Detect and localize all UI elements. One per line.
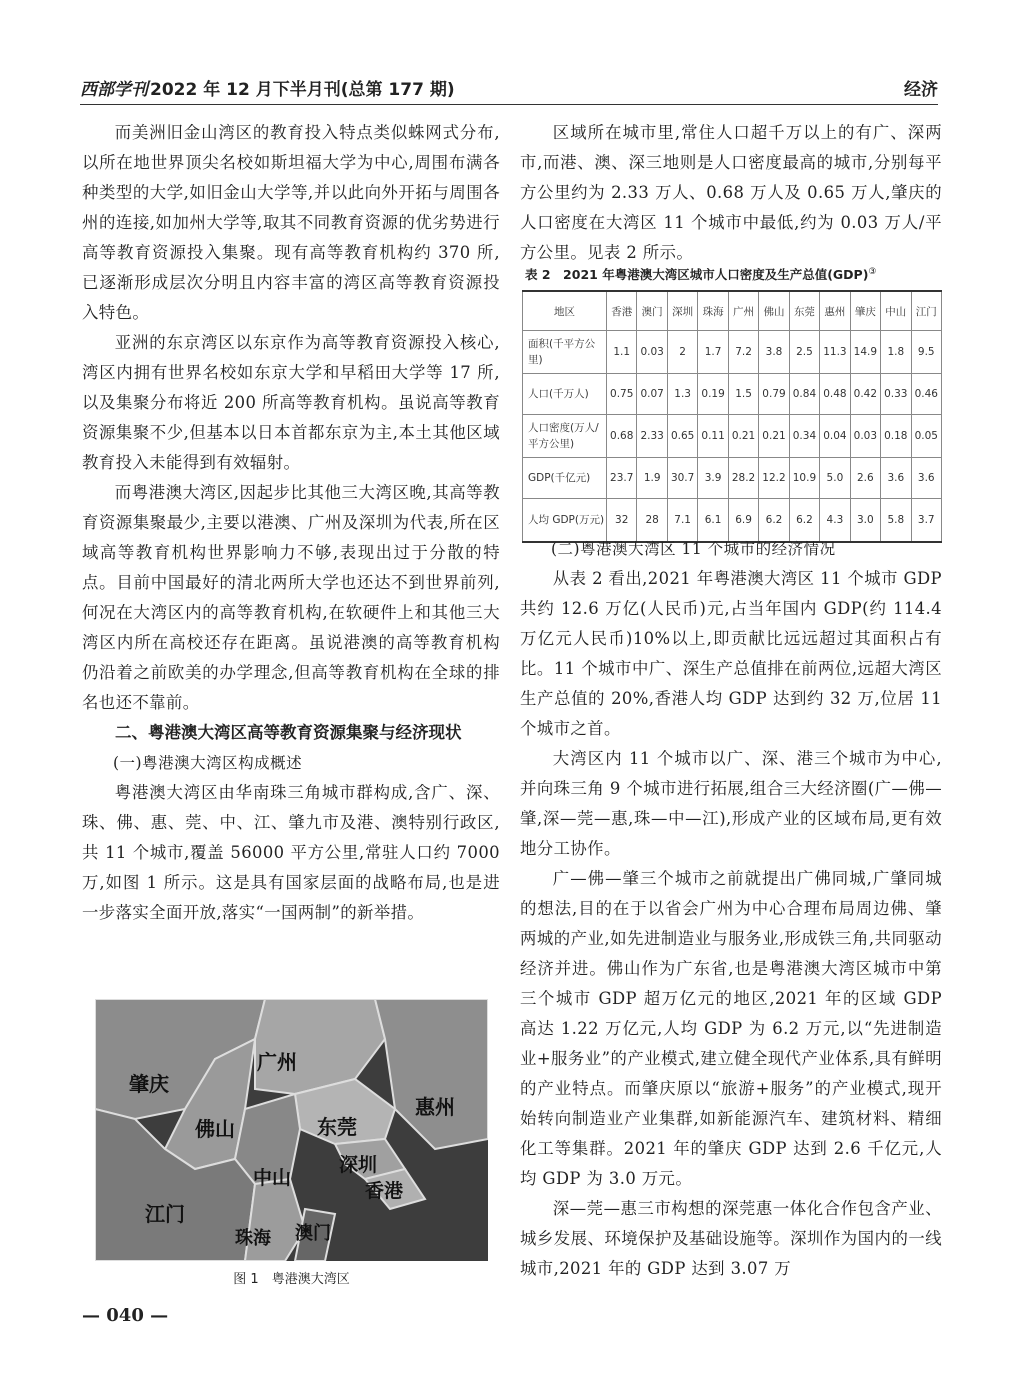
table-cell: 1.5 — [728, 374, 758, 415]
table-cell: 30.7 — [667, 458, 697, 499]
table-cell: 3.9 — [698, 458, 728, 499]
table-row-label: 面积(千平方公里) — [523, 331, 607, 374]
map-label: 珠海 — [235, 1228, 271, 1249]
table-caption-text: 表 2 2021 年粤港澳大湾区城市人口密度及生产总值(GDP) — [525, 267, 869, 282]
table-header-cell: 深圳 — [667, 291, 697, 331]
map-label: 中山 — [253, 1167, 292, 1189]
section-heading: 二、粤港澳大湾区高等教育资源集聚与经济现状 — [115, 723, 462, 742]
table-cell: 5.8 — [881, 499, 911, 543]
table-cell: 2.5 — [789, 331, 819, 374]
subsection-heading: (一)粤港澳大湾区构成概述 — [113, 754, 303, 772]
table-cell: 0.18 — [881, 415, 911, 458]
table-row — [523, 458, 942, 499]
map-label: 香港 — [365, 1180, 404, 1202]
paragraph: 深—莞—惠三市构想的深莞惠一体化合作包含产业、城乡发展、环境保护及基础设施等。深圳作为国内的一线城市,2021 年的 GDP 达到 3.07 万 — [520, 1199, 942, 1278]
table-cell: 12.2 — [759, 458, 789, 499]
table-cell: 0.21 — [759, 415, 789, 458]
paragraph: 区域所在城市里,常住人口超千万以上的有广、深两市,而港、澳、深三地则是人口密度最高的城市,分别每平方公里约为 2.33 万人、0.68 万人及 0.65 万人,肇庆的人口密度在大湾区 11 个城市中最低,约为 0.03 万人/平方公里。见表 2 所示。 — [520, 123, 942, 262]
map-label: 广州 — [257, 1050, 297, 1074]
table-cell: 0.04 — [820, 415, 850, 458]
table-cell: 4.3 — [820, 499, 850, 543]
table-cell: 0.46 — [911, 374, 941, 415]
issue-label: 2022 年 12 月下半月刊(总第 177 期) — [150, 80, 455, 100]
table-cell: 0.42 — [850, 374, 880, 415]
right-column — [520, 118, 942, 268]
table-caption — [525, 265, 945, 283]
map-label: 江门 — [145, 1202, 185, 1226]
table-cell: 7.2 — [728, 331, 758, 374]
table-cell: 14.9 — [850, 331, 880, 374]
table-cell: 0.33 — [881, 374, 911, 415]
right-column-continued — [520, 534, 942, 1284]
table-header-cell: 江门 — [911, 291, 941, 331]
table-cell: 6.2 — [789, 499, 819, 543]
table-cell: 0.21 — [728, 415, 758, 458]
subsection-heading: (二)粤港澳大湾区 11 个城市的经济情况 — [551, 540, 836, 558]
bay-area-map-figure — [95, 999, 488, 1261]
paragraph: 而粤港澳大湾区,因起步比其他三大湾区晚,其高等教育资源集聚最少,主要以港澳、广州及深圳为代表,所在区域高等教育机构世界影响力不够,表现出过于分散的特点。目前中国最好的清北两所大学也还达不到世界前列,何况在大湾区内的高等教育机构,在软硬件上和其他三大湾区内所在高校还存在距离。虽说港澳的高等教育机构仍沿着之前欧美的办学理念,但高等教育机构在全球的排名也还不靠前。 — [82, 483, 500, 712]
paragraph: 广—佛—肇三个城市之前就提出广佛同城,广肇同城的想法,目的在于以省会广州为中心合理布局周边佛、肇两城的产业,如先进制造业与服务业,形成铁三角,共同驱动经济并进。佛山作为广东省,也是粤港澳大湾区城市中第三个城市 GDP 超万亿元的地区,2021 年的区域 GDP 高达 1.22 万亿元,人均 GDP 为 6.2 万元,以“先进制造业+服务业”的产业模式,建立健全现代产业体系,具有鲜明的产业特点。而肇庆原以“旅游+服务”的产业模式,现开始转向制造业产业集群,如新能源汽车、建筑材料、精细化工等集群。2021 年的肇庆 GDP 达到 2.6 千亿元,人均 GDP 为 3.0 万元。 — [520, 869, 942, 1188]
table-cell: 3.6 — [911, 458, 941, 499]
table-cell: 9.5 — [911, 331, 941, 374]
table-row-label: 人均 GDP(万元) — [523, 499, 607, 543]
table-cell: 2.33 — [637, 415, 667, 458]
table-cell: 2 — [667, 331, 697, 374]
table-cell: 2.6 — [850, 458, 880, 499]
map-image — [95, 999, 488, 1261]
table-header-cell: 香港 — [607, 291, 637, 331]
table-cell: 0.34 — [789, 415, 819, 458]
table-header-row — [523, 291, 942, 331]
map-label: 肇庆 — [129, 1072, 169, 1096]
table-cell: 0.03 — [637, 331, 667, 374]
table-row-label: 人口密度(万人/平方公里) — [523, 415, 607, 458]
table-row — [523, 415, 942, 458]
table-cell: 0.03 — [850, 415, 880, 458]
table-cell: 10.9 — [789, 458, 819, 499]
table-cell: 3.7 — [911, 499, 941, 543]
table-cell: 0.07 — [637, 374, 667, 415]
paragraph: 而美洲旧金山湾区的教育投入特点类似蛛网式分布,以所在地世界顶尖名校如斯坦福大学为中心,周围布满各种类型的大学,如旧金山大学等,并以此向外开拓与周围各州的连接,如加州大学等,取其不同教育资源的优劣势进行高等教育资源投入集聚。现有高等教育机构约 370 所,已逐渐形成层次分明且内容丰富的湾区高等教育资源投入特色。 — [82, 123, 500, 322]
section-label: 经济 — [904, 80, 938, 100]
table-cell: 3.0 — [850, 499, 880, 543]
table-cell: 6.2 — [759, 499, 789, 543]
table-header-cell: 广州 — [728, 291, 758, 331]
journal-issue — [80, 75, 455, 100]
table-cell: 28 — [637, 499, 667, 543]
table-cell: 0.19 — [698, 374, 728, 415]
map-label: 惠州 — [415, 1095, 455, 1119]
table-cell: 1.7 — [698, 331, 728, 374]
table-cell: 6.1 — [698, 499, 728, 543]
table-cell: 3.6 — [881, 458, 911, 499]
table-header-cell: 东莞 — [789, 291, 819, 331]
table-header-cell: 中山 — [881, 291, 911, 331]
table-header-cell: 佛山 — [759, 291, 789, 331]
paragraph: 从表 2 看出,2021 年粤港澳大湾区 11 个城市 GDP 共约 12.6 万亿(人民币)元,占当年国内 GDP(约 114.4 万亿元人民币)10%以上,即贡献比远远超过其面积占有比。11 个城市中广、深生产总值排在前两位,远超大湾区生产总值的 20%,香港人均 GDP 达到约 32 万,位居 11 个城市之首。 — [520, 569, 942, 738]
table-cell: 23.7 — [607, 458, 637, 499]
table-cell: 1.9 — [637, 458, 667, 499]
table-cell: 0.75 — [607, 374, 637, 415]
table-cell: 11.3 — [820, 331, 850, 374]
city-statistics-table — [522, 290, 942, 543]
table-cell: 6.9 — [728, 499, 758, 543]
table-cell: 32 — [607, 499, 637, 543]
table-row — [523, 374, 942, 415]
table-header-cell: 惠州 — [820, 291, 850, 331]
table-cell: 5.0 — [820, 458, 850, 499]
table-header-cell: 肇庆 — [850, 291, 880, 331]
table-header-cell: 地区 — [523, 291, 607, 331]
paragraph: 大湾区内 11 个城市以广、深、港三个城市为中心,并向珠三角 9 个城市进行拓展,组合三大经济圈(广—佛—肇,深—莞—惠,珠—中—江),形成产业的区域布局,更有效地分工协作。 — [520, 749, 942, 858]
table-cell: 0.65 — [667, 415, 697, 458]
table-row — [523, 331, 942, 374]
table-cell: 1.1 — [607, 331, 637, 374]
table-header-cell: 珠海 — [698, 291, 728, 331]
table-cell: 0.79 — [759, 374, 789, 415]
paragraph: 粤港澳大湾区由华南珠三角城市群构成,含广、深、珠、佛、惠、莞、中、江、肇九市及港、澳特别行政区,共 11 个城市,覆盖 56000 平方公里,常驻人口约 7000 万,如图 1 所示。这是具有国家层面的战略布局,也是进一步落实全面开放,落实“一国两制”的新举措。 — [82, 783, 500, 922]
table-caption-note: ③ — [868, 266, 877, 277]
table-cell: 3.8 — [759, 331, 789, 374]
table-cell: 0.84 — [789, 374, 819, 415]
table-cell: 0.68 — [607, 415, 637, 458]
table-cell: 28.2 — [728, 458, 758, 499]
table-cell: 1.3 — [667, 374, 697, 415]
page-number: — 040 — — [82, 1305, 169, 1326]
table-header-cell: 澳门 — [637, 291, 667, 331]
table-cell: 1.8 — [881, 331, 911, 374]
map-label: 佛山 — [195, 1117, 235, 1141]
paragraph: 亚洲的东京湾区以东京作为高等教育资源投入核心,湾区内拥有世界名校如东京大学和早稻田大学等 17 所,以及集聚分布将近 200 所高等教育机构。虽说高等教育资源集聚不少,但基本以日本首都东京为主,本土其他区域教育投入未能得到有效辐射。 — [82, 333, 500, 472]
map-label: 深圳 — [339, 1154, 378, 1176]
journal-logo: 西部学刊 — [80, 80, 148, 100]
table-cell: 0.05 — [911, 415, 941, 458]
table-row-label: 人口(千万人) — [523, 374, 607, 415]
running-header — [80, 70, 938, 105]
map-label: 澳门 — [295, 1223, 331, 1244]
table-row-label: GDP(千亿元) — [523, 458, 607, 499]
table-cell: 7.1 — [667, 499, 697, 543]
left-column — [82, 118, 500, 928]
figure-caption: 图 1 粤港澳大湾区 — [233, 1272, 350, 1287]
table-cell: 0.48 — [820, 374, 850, 415]
table-cell: 0.11 — [698, 415, 728, 458]
map-label: 东莞 — [317, 1115, 357, 1139]
